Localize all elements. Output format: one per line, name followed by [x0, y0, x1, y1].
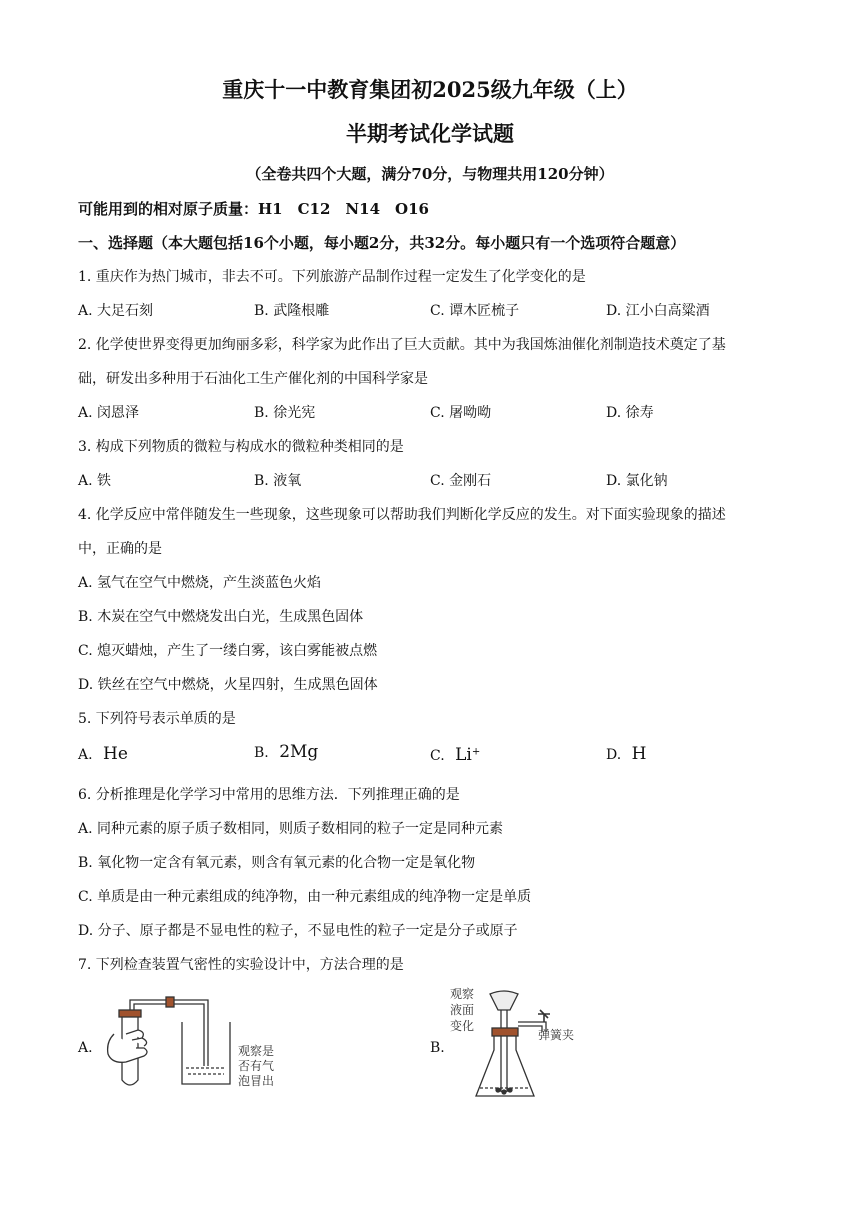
- q5-option-c-label: C.: [430, 748, 445, 764]
- q3-stem: 3. 构成下列物质的微粒与构成水的微粒种类相同的是: [78, 439, 404, 455]
- q7-figure-b: [446, 984, 636, 1108]
- q4-option-d: D. 铁丝在空气中燃烧，火星四射，生成黑色固体: [78, 677, 378, 693]
- q5-option-a-symbol: He: [103, 744, 128, 764]
- q5-option-b-label: B.: [254, 745, 269, 761]
- q1-option-c: C. 谭木匠梳子: [430, 303, 520, 319]
- q3-option-d: D. 氯化钠: [606, 473, 668, 489]
- q4-option-c: C. 熄灭蜡烛，产生了一缕白雾，该白雾能被点燃: [78, 643, 378, 659]
- q7-a-caption-line1: 观察是: [238, 1044, 275, 1058]
- q5-option-c-charge: +: [471, 746, 481, 758]
- q6-option-d: D. 分子、原子都是不显电性的粒子，不显电性的粒子一定是分子或原子: [78, 923, 518, 939]
- q7-b-caption-line3: 变化: [450, 1019, 475, 1033]
- q3-option-a: A. 铁: [78, 473, 112, 489]
- q1-option-d: D. 江小白高粱酒: [606, 303, 710, 319]
- q5-option-d-symbol: H: [631, 744, 647, 764]
- exam-subtitle: 半期考试化学试题: [346, 121, 514, 146]
- exam-note: （全卷共四个大题，满分70分，与物理共用120分钟）: [246, 165, 614, 183]
- q5-stem: 5. 下列符号表示单质的是: [78, 711, 236, 727]
- q1-option-a: A. 大足石刻: [78, 303, 154, 319]
- q1-stem: 1. 重庆作为热门城市，非去不可。下列旅游产品制作过程一定发生了化学变化的是: [78, 269, 586, 285]
- q3-option-b: B. 液氧: [254, 473, 302, 489]
- q5-option-a-label: A.: [78, 747, 93, 763]
- q5-option-a: [78, 744, 128, 764]
- q4-stem-line2: 中，正确的是: [78, 541, 162, 557]
- q7-b-caption-line2: 液面: [450, 1003, 475, 1017]
- q5-option-b: [254, 742, 318, 762]
- q7-figure-a: [96, 992, 296, 1092]
- q6-option-a: A. 同种元素的原子质子数相同，则质子数相同的粒子一定是同种元素: [78, 821, 504, 837]
- q6-option-c: C. 单质是由一种元素组成的纯净物，由一种元素组成的纯净物一定是单质: [78, 889, 532, 905]
- q5-option-d: [606, 744, 646, 764]
- q2-option-c: C. 屠呦呦: [430, 405, 492, 421]
- q5-option-b-symbol: 2Mg: [279, 742, 319, 762]
- q5-option-c: [430, 745, 480, 765]
- q7-stem: 7. 下列检查装置气密性的实验设计中，方法合理的是: [78, 957, 404, 973]
- q4-option-a: A. 氢气在空气中燃烧，产生淡蓝色火焰: [78, 575, 322, 591]
- q2-stem-line2: 础，研发出多种用于石油化工生产催化剂的中国科学家是: [78, 371, 428, 387]
- q7-a-caption-line2: 否有气: [238, 1059, 275, 1073]
- q2-option-a: A. 闵恩泽: [78, 405, 140, 421]
- q4-stem-line1: 4. 化学反应中常伴随发生一些现象，这些现象可以帮助我们判断化学反应的发生。对下面实验现象的描述: [78, 507, 726, 523]
- exam-title: 重庆十一中教育集团初2025级九年级（上）: [222, 77, 638, 102]
- q7-b-caption-line1: 观察: [450, 987, 475, 1001]
- atomic-mass: 可能用到的相对原子质量：H1 C12 N14 O16: [78, 200, 429, 218]
- q6-stem: 6. 分析推理是化学学习中常用的思维方法．下列推理正确的是: [78, 787, 460, 803]
- q1-option-b: B. 武隆根雕: [254, 303, 330, 319]
- section-heading: 一、选择题（本大题包括16个小题，每小题2分，共32分。每小题只有一个选项符合题意）: [78, 234, 686, 252]
- q7-a-caption-line3: 泡冒出: [238, 1074, 275, 1088]
- q6-option-b: B. 氧化物一定含有氧元素，则含有氧元素的化合物一定是氧化物: [78, 855, 476, 871]
- q7-b-caption-clamp: 弹簧夹: [538, 1028, 575, 1042]
- q3-option-c: C. 金刚石: [430, 473, 492, 489]
- q2-stem-line1: 2. 化学使世界变得更加绚丽多彩，科学家为此作出了巨大贡献。其中为我国炼油催化剂制造技术奠定了基: [78, 337, 726, 353]
- q7-option-b-label: B.: [430, 1040, 445, 1056]
- q5-option-c-symbol: Li: [455, 745, 472, 765]
- q7-option-a-label: A.: [78, 1040, 93, 1056]
- q2-option-b: B. 徐光宪: [254, 405, 316, 421]
- q4-option-b: B. 木炭在空气中燃烧发出白光，生成黑色固体: [78, 609, 364, 625]
- q5-option-d-label: D.: [606, 747, 622, 763]
- q2-option-d: D. 徐寿: [606, 405, 654, 421]
